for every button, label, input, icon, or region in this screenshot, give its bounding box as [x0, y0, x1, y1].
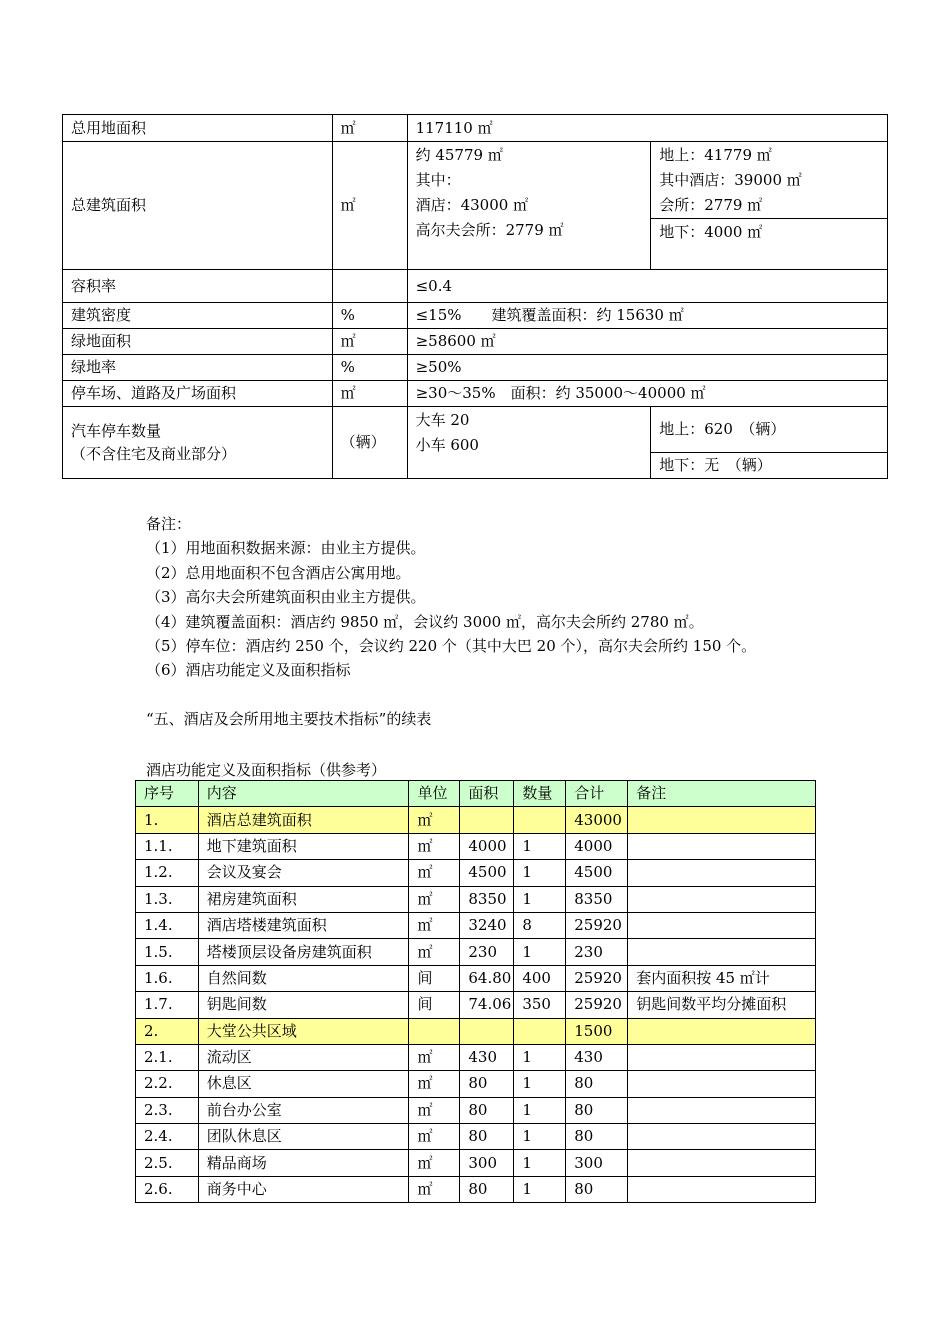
col-qty-cell: 1: [514, 1097, 566, 1123]
col-unit-cell: ㎡: [409, 1097, 460, 1123]
note-item: （4）建筑覆盖面积：酒店约 9850 ㎡，会议约 3000 ㎡，高尔夫会所约 2780 ㎡。: [146, 612, 704, 631]
parking-area-unit: ㎡: [332, 381, 407, 407]
row-far: [63, 270, 888, 303]
col-qty-cell: 1: [514, 886, 566, 912]
green-rate-value: ≥50%: [407, 355, 887, 381]
col-area-cell: 80: [460, 1071, 514, 1097]
col-qty-header: 数量: [514, 781, 566, 807]
notes: [146, 512, 756, 683]
col-unit-cell: ㎡: [409, 807, 460, 833]
note-item: （5）停车位：酒店约 250 个，会议约 220 个（其中大巴 20 个），高尔夫会所约 150 个。: [146, 636, 757, 655]
row-green-area: [63, 329, 888, 355]
col-no-cell: 2.1.: [136, 1044, 199, 1070]
building-area-above-line: 其中酒店：39000 ㎡: [659, 171, 802, 189]
green-rate-label: 绿地率: [63, 355, 333, 381]
parking-count-label-line2: （不含住宅及商业部分）: [71, 444, 237, 463]
col-qty-cell: 350: [514, 992, 566, 1018]
col-remark-cell: [628, 1018, 816, 1044]
col-content-cell: 地下建筑面积: [198, 833, 409, 859]
col-total-cell: 80: [566, 1124, 628, 1150]
col-no-cell: 2.4.: [136, 1124, 199, 1150]
col-content-cell: 商务中心: [198, 1176, 409, 1202]
col-remark-cell: [628, 912, 816, 938]
parking-count-value: [407, 407, 651, 479]
col-total-cell: 300: [566, 1150, 628, 1176]
land-area-value: 117110 ㎡: [407, 115, 887, 142]
col-no-header: 序号: [136, 781, 199, 807]
col-total-header: 合计: [566, 781, 628, 807]
col-remark-cell: [628, 1097, 816, 1123]
col-unit-cell: ㎡: [409, 886, 460, 912]
col-unit-cell: ㎡: [409, 912, 460, 938]
col-area-cell: 4500: [460, 860, 514, 886]
row-density: [63, 303, 888, 329]
building-area-above-line: 地上：41779 ㎡: [659, 146, 772, 164]
table-row: [136, 1044, 816, 1070]
col-no-cell: 1.7.: [136, 992, 199, 1018]
col-unit-cell: 间: [409, 965, 460, 991]
section-row: [136, 1018, 816, 1044]
col-no-cell: 1.: [136, 807, 199, 833]
green-rate-unit: %: [332, 355, 407, 381]
col-area-cell: 80: [460, 1124, 514, 1150]
table-row: [136, 939, 816, 965]
col-area-cell: 8350: [460, 886, 514, 912]
col-content-header: 内容: [198, 781, 409, 807]
col-qty-cell: [514, 807, 566, 833]
note-item: （2）总用地面积不包含酒店公寓用地。: [146, 563, 411, 582]
parking-count-above: 地上：620 （辆）: [651, 407, 888, 453]
col-area-cell: 80: [460, 1176, 514, 1202]
col-no-cell: 2.: [136, 1018, 199, 1044]
col-remark-cell: [628, 1176, 816, 1202]
parking-count-unit: （辆）: [332, 407, 407, 479]
col-total-cell: 25920: [566, 992, 628, 1018]
col-total-cell: 80: [566, 1176, 628, 1202]
col-total-cell: 8350: [566, 886, 628, 912]
col-remark-cell: [628, 939, 816, 965]
far-value: ≤0.4: [407, 270, 887, 303]
col-area-cell: [460, 1018, 514, 1044]
parking-count-line: 大车 20: [415, 411, 470, 429]
table-row: [136, 860, 816, 886]
col-content-cell: 自然间数: [198, 965, 409, 991]
parking-area-label: 停车场、道路及广场面积: [63, 381, 333, 407]
land-area-label: 总用地面积: [63, 115, 333, 142]
density-value: ≤15% 建筑覆盖面积：约 15630 ㎡: [407, 303, 887, 329]
function-table-caption: 酒店功能定义及面积指标（供参考）: [146, 761, 387, 779]
building-area-above: [651, 142, 888, 219]
col-qty-cell: 1: [514, 1176, 566, 1202]
col-content-cell: 团队休息区: [198, 1124, 409, 1150]
col-total-cell: 4500: [566, 860, 628, 886]
col-qty-cell: 8: [514, 912, 566, 938]
col-remark-cell: [628, 807, 816, 833]
col-content-cell: 裙房建筑面积: [198, 886, 409, 912]
col-no-cell: 2.2.: [136, 1071, 199, 1097]
col-qty-cell: 1: [514, 860, 566, 886]
table-row: [136, 1176, 816, 1202]
table-row: [136, 833, 816, 859]
col-total-cell: 4000: [566, 833, 628, 859]
col-content-cell: 钥匙间数: [198, 992, 409, 1018]
col-area-header: 面积: [460, 781, 514, 807]
table-row: [136, 1124, 816, 1150]
building-area-value: [407, 142, 651, 270]
col-area-cell: 80: [460, 1097, 514, 1123]
table-row: [136, 912, 816, 938]
notes-heading: 备注：: [146, 515, 192, 533]
table-row: [136, 992, 816, 1018]
col-qty-cell: 400: [514, 965, 566, 991]
col-content-cell: 塔楼顶层设备房建筑面积: [198, 939, 409, 965]
row-land-area: [63, 115, 888, 142]
col-unit-cell: 间: [409, 992, 460, 1018]
col-remark-cell: 钥匙间数平均分摊面积: [628, 992, 816, 1018]
col-qty-cell: 1: [514, 1124, 566, 1150]
function-table-header: [136, 781, 816, 807]
building-area-label: 总建筑面积: [63, 142, 333, 270]
building-area-line: 其中：: [415, 171, 461, 189]
col-area-cell: 300: [460, 1150, 514, 1176]
col-no-cell: 2.6.: [136, 1176, 199, 1202]
col-no-cell: 2.3.: [136, 1097, 199, 1123]
col-content-cell: 流动区: [198, 1044, 409, 1070]
col-unit-cell: ㎡: [409, 939, 460, 965]
far-unit: [332, 270, 407, 303]
table-row: [136, 965, 816, 991]
section-row: [136, 807, 816, 833]
col-remark-cell: [628, 1044, 816, 1070]
indicators-table: [62, 114, 888, 479]
col-total-cell: 430: [566, 1044, 628, 1070]
green-area-label: 绿地面积: [63, 329, 333, 355]
col-content-cell: 大堂公共区域: [198, 1018, 409, 1044]
col-qty-cell: 1: [514, 1071, 566, 1097]
col-unit-cell: ㎡: [409, 1044, 460, 1070]
land-area-unit: ㎡: [332, 115, 407, 142]
col-qty-cell: 1: [514, 939, 566, 965]
col-remark-cell: [628, 833, 816, 859]
col-unit-cell: ㎡: [409, 833, 460, 859]
col-remark-cell: [628, 860, 816, 886]
parking-area-value: ≥30～35% 面积：约 35000～40000 ㎡: [407, 381, 887, 407]
col-remark-cell: [628, 1071, 816, 1097]
col-total-cell: 230: [566, 939, 628, 965]
density-unit: %: [332, 303, 407, 329]
parking-count-label: [63, 407, 333, 479]
col-content-cell: 酒店塔楼建筑面积: [198, 912, 409, 938]
building-area-above-line: 会所：2779 ㎡: [659, 196, 763, 214]
row-green-rate: [63, 355, 888, 381]
parking-count-label-line1: 汽车停车数量: [71, 421, 162, 440]
col-total-cell: 1500: [566, 1018, 628, 1044]
col-unit-cell: ㎡: [409, 860, 460, 886]
col-remark-cell: [628, 1124, 816, 1150]
col-no-cell: 2.5.: [136, 1150, 199, 1176]
parking-count-below: 地下：无 （辆）: [651, 453, 888, 479]
col-total-cell: 80: [566, 1071, 628, 1097]
row-building-area: [63, 142, 888, 219]
col-remark-header: 备注: [628, 781, 816, 807]
col-qty-cell: 1: [514, 833, 566, 859]
col-unit-cell: ㎡: [409, 1176, 460, 1202]
building-area-line: 酒店：43000 ㎡: [415, 196, 529, 214]
col-unit-cell: ㎡: [409, 1124, 460, 1150]
col-no-cell: 1.4.: [136, 912, 199, 938]
col-qty-cell: 1: [514, 1150, 566, 1176]
building-area-line: 高尔夫会所：2779 ㎡: [415, 221, 564, 239]
building-area-line: 约 45779 ㎡: [415, 146, 503, 164]
col-unit-header: 单位: [409, 781, 460, 807]
col-unit-cell: [409, 1018, 460, 1044]
row-parking-count: [63, 407, 888, 453]
col-area-cell: 4000: [460, 833, 514, 859]
building-area-unit: ㎡: [332, 142, 407, 270]
green-area-value: ≥58600 ㎡: [407, 329, 887, 355]
col-remark-cell: [628, 1150, 816, 1176]
table-row: [136, 1097, 816, 1123]
col-area-cell: 64.80: [460, 965, 514, 991]
col-total-cell: 43000: [566, 807, 628, 833]
col-unit-cell: ㎡: [409, 1150, 460, 1176]
note-item: （1）用地面积数据来源：由业主方提供。: [146, 539, 426, 558]
col-total-cell: 25920: [566, 912, 628, 938]
col-remark-cell: [628, 886, 816, 912]
col-qty-cell: 1: [514, 1044, 566, 1070]
col-content-cell: 精品商场: [198, 1150, 409, 1176]
col-content-cell: 酒店总建筑面积: [198, 807, 409, 833]
row-parking-area: [63, 381, 888, 407]
col-no-cell: 1.3.: [136, 886, 199, 912]
col-qty-cell: [514, 1018, 566, 1044]
far-label: 容积率: [63, 270, 333, 303]
col-total-cell: 80: [566, 1097, 628, 1123]
density-label: 建筑密度: [63, 303, 333, 329]
col-area-cell: 430: [460, 1044, 514, 1070]
col-no-cell: 1.2.: [136, 860, 199, 886]
col-no-cell: 1.6.: [136, 965, 199, 991]
col-no-cell: 1.1.: [136, 833, 199, 859]
building-area-below: 地下：4000 ㎡: [651, 219, 888, 270]
col-area-cell: 230: [460, 939, 514, 965]
col-content-cell: 会议及宴会: [198, 860, 409, 886]
col-area-cell: 3240: [460, 912, 514, 938]
col-total-cell: 25920: [566, 965, 628, 991]
table-row: [136, 886, 816, 912]
parking-count-line: 小车 600: [415, 436, 479, 454]
note-item: （6）酒店功能定义及面积指标: [146, 661, 351, 680]
col-unit-cell: ㎡: [409, 1071, 460, 1097]
col-remark-cell: 套内面积按 45 ㎡计: [628, 965, 816, 991]
table-row: [136, 1150, 816, 1176]
note-item: （3）高尔夫会所建筑面积由业主方提供。: [146, 588, 426, 607]
col-area-cell: 74.06: [460, 992, 514, 1018]
function-table: [135, 780, 816, 1203]
col-area-cell: [460, 807, 514, 833]
col-content-cell: 休息区: [198, 1071, 409, 1097]
col-no-cell: 1.5.: [136, 939, 199, 965]
col-content-cell: 前台办公室: [198, 1097, 409, 1123]
green-area-unit: ㎡: [332, 329, 407, 355]
table-row: [136, 1071, 816, 1097]
continuation-title: “五、酒店及会所用地主要技术指标”的续表: [146, 710, 432, 728]
